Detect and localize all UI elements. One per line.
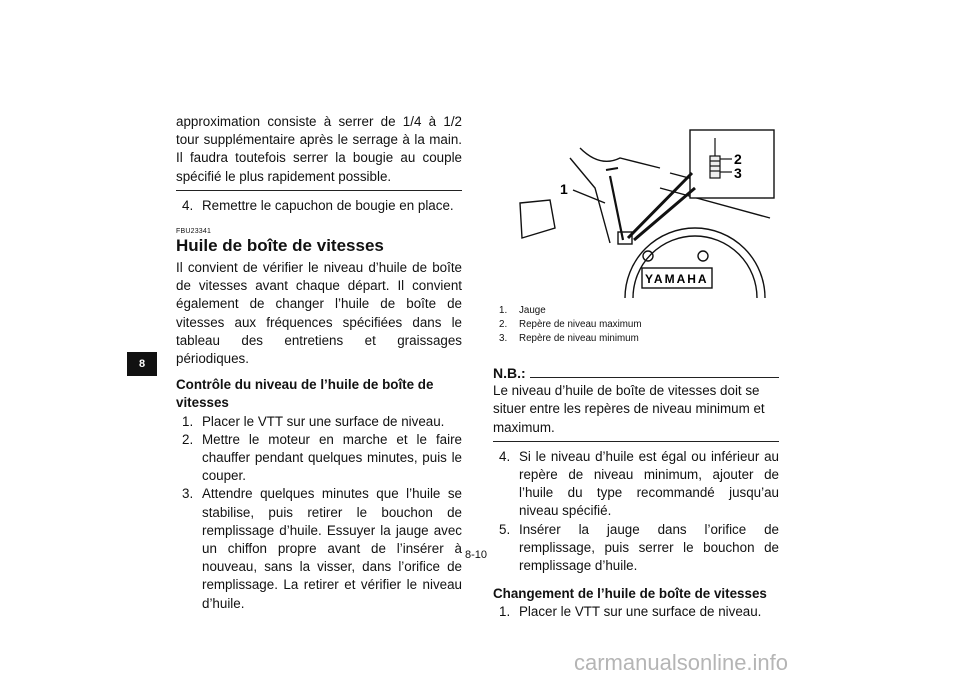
legend-number: 3. bbox=[499, 333, 508, 344]
legend-item bbox=[493, 332, 779, 346]
legend-item bbox=[493, 318, 779, 332]
legend-number: 1. bbox=[499, 305, 508, 316]
note-header bbox=[493, 364, 779, 382]
note-text: Le niveau d’huile de boîte de vitesses doit se situer entre les repères de niveau minimum et maximum. bbox=[493, 383, 765, 435]
list-item bbox=[176, 197, 462, 215]
step-list-change bbox=[493, 603, 779, 621]
intro-paragraph: approximation consiste à serrer de 1/4 à 1/2 tour supplémentaire après le serrage à la main. Il faudra toutefois serrer la bougie au couple spécifié le plus rapidement possible. bbox=[176, 114, 462, 184]
legend-text: Repère de niveau maximum bbox=[519, 319, 642, 330]
engine-cover-inner bbox=[633, 236, 757, 298]
engine-figure bbox=[510, 128, 775, 298]
section-heading: Huile de boîte de vitesses bbox=[176, 236, 384, 256]
step-number: 4. bbox=[182, 197, 194, 213]
step-list-check bbox=[176, 413, 462, 613]
list-item bbox=[493, 448, 779, 521]
step-text: Placer le VTT sur une surface de niveau. bbox=[202, 413, 445, 429]
callout-leader-1 bbox=[573, 190, 605, 203]
inset-box bbox=[690, 130, 774, 198]
list-item bbox=[493, 521, 779, 576]
list-item bbox=[493, 603, 779, 621]
step-text: Insérer la jauge dans l’orifice de remplissage, puis serrer le bouchon de remplissage d’huile. bbox=[519, 521, 779, 574]
step-list-right bbox=[493, 448, 779, 575]
note-label: N.B.: bbox=[493, 365, 526, 381]
step-text: Attendre quelques minutes que l’huile se stabilise, puis retirer le bouchon de remplissage d’huile. Essuyer la jauge avec un chiffon propre avant de l’insérer à nouveau, sans la visser, dans l’orifice de remplissage. La retirer et vérifier le niveau d’huile. bbox=[202, 486, 462, 611]
callout-1: 1 bbox=[560, 181, 568, 197]
legend-number: 2. bbox=[499, 319, 508, 330]
divider bbox=[176, 190, 462, 191]
chapter-tab: 8 bbox=[127, 352, 157, 376]
step-number: 5. bbox=[499, 521, 511, 537]
step-text: Placer le VTT sur une surface de niveau. bbox=[519, 604, 762, 620]
step-text: Mettre le moteur en marche et le faire chauffer pendant quelques minutes, puis le couper. bbox=[202, 431, 462, 484]
note-rule bbox=[530, 377, 779, 378]
page-number: 8-10 bbox=[465, 549, 488, 561]
side-panel bbox=[520, 200, 555, 238]
callout-3: 3 bbox=[734, 165, 742, 181]
step-number: 4. bbox=[499, 448, 511, 464]
footer-watermark: carmanualsonline.info bbox=[574, 650, 789, 675]
divider bbox=[493, 441, 779, 442]
dipstick-illustration bbox=[510, 128, 775, 298]
subheading-check: Contrôle du niveau de l’huile de boîte de vitesses bbox=[176, 377, 434, 411]
callout-2: 2 bbox=[734, 151, 742, 167]
dipstick bbox=[610, 176, 623, 240]
legend-item bbox=[493, 304, 779, 318]
step-number: 2. bbox=[182, 431, 194, 447]
section-paragraph: Il convient de vérifier le niveau d’huile de boîte de vitesses avant chaque départ. Il convient également de changer l’huile de boîte de vitesses aux fréquences spécifiées dans le tableau des entretiens et graissages périodiques. bbox=[176, 260, 462, 367]
list-item bbox=[176, 485, 462, 612]
bolt bbox=[643, 251, 653, 261]
bolt bbox=[698, 251, 708, 261]
dipstick-handle bbox=[606, 168, 618, 170]
gauge-tip bbox=[710, 156, 720, 178]
legend-text: Repère de niveau minimum bbox=[519, 333, 639, 344]
frame-line bbox=[570, 158, 610, 243]
subheading-change: Changement de l’huile de boîte de vitesses bbox=[493, 586, 767, 602]
step-number: 1. bbox=[499, 604, 511, 620]
section-code: FBU23341 bbox=[176, 228, 212, 236]
frame-line bbox=[580, 148, 660, 168]
inset-pointer bbox=[628, 173, 695, 240]
list-item bbox=[176, 413, 462, 431]
brand-logo: YAMAHA bbox=[645, 272, 709, 286]
step-number: 1. bbox=[182, 413, 194, 429]
list-item bbox=[176, 431, 462, 486]
legend-text: Jauge bbox=[519, 305, 546, 316]
step-text: Si le niveau d’huile est égal ou inférieur au repère de niveau minimum, ajouter de l’huile du type recommandé jusqu’au niveau spécifié. bbox=[519, 448, 779, 519]
right-column bbox=[493, 304, 779, 622]
step-number: 3. bbox=[182, 486, 194, 502]
figure-legend bbox=[493, 304, 779, 346]
step-list-intro bbox=[176, 197, 462, 215]
left-column bbox=[176, 113, 462, 613]
step-text: Remettre le capuchon de bougie en place. bbox=[202, 197, 454, 213]
